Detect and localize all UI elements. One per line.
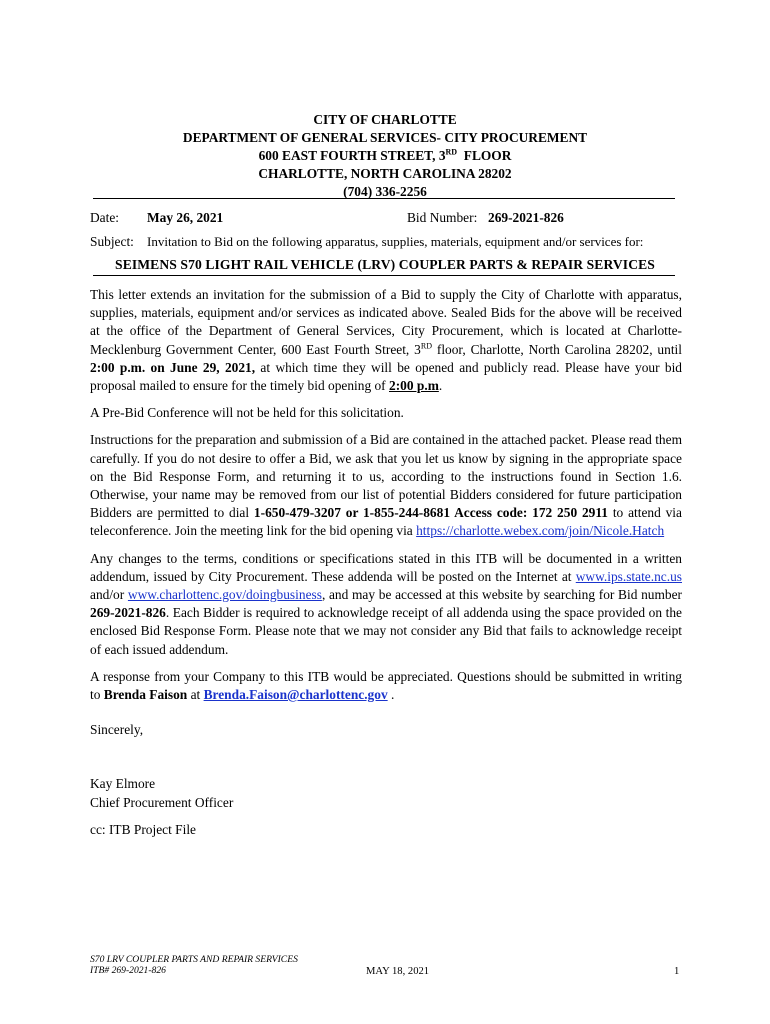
signer-name: Kay Elmore bbox=[90, 776, 156, 792]
paragraph-addenda: Any changes to the terms, conditions or specifications stated in this ITB will be documented in a written addendum, issued by City Procurement. These addenda will be posted on the Internet at www.ips.state.nc.us and/or www.charlottenc.gov/doingbusiness, and may be accessed at this website by searching for Bid number 269-2021-826. Each Bidder is required to acknowledge receipt of all addenda using the space provided on the enclosed Bid Response Form. Please note that we may not consider any Bid that fails to acknowledge receipt of each issued addendum. bbox=[90, 550, 683, 657]
letter-body bbox=[90, 286, 682, 839]
letterhead-city-state: CHARLOTTE, NORTH CAROLINA 28202 bbox=[258, 166, 512, 181]
date-value: May 26, 2021 bbox=[147, 210, 224, 225]
header-divider bbox=[93, 198, 675, 199]
paragraph-pre-bid: A Pre-Bid Conference will not be held for this solicitation. bbox=[90, 405, 404, 421]
footer-date: MAY 18, 2021 bbox=[366, 966, 430, 977]
letterhead-phone: (704) 336-2256 bbox=[343, 184, 427, 199]
bid-number-label: Bid Number: bbox=[407, 210, 478, 225]
paragraph-invitation: This letter extends an invitation for the submission of a Bid to supply the City of Charlotte with apparatus, supplies, materials, equipment and/or services as indicated above. Sealed Bids for the above will be received at the office of the Department of General Services, City Procurement, which is located at Charlotte-Mecklenburg Government Center, 600 East Fourth Street, 3RD floor, Charlotte, North Carolina 28202, until 2:00 p.m. on June 29, 2021, at which time they will be opened and publicly read. Please have your bid proposal mailed to ensure for the timely bid opening of 2:00 p.m. bbox=[90, 287, 683, 394]
letterhead-department: DEPARTMENT OF GENERAL SERVICES- CITY PROCUREMENT bbox=[182, 130, 588, 145]
ips-link[interactable]: www.ips.state.nc.us bbox=[575, 568, 682, 584]
doingbusiness-link[interactable]: www.charlottenc.gov/doingbusiness bbox=[127, 587, 322, 603]
page-number: 1 bbox=[674, 966, 680, 977]
email-link[interactable]: Brenda.Faison@charlottenc.gov bbox=[203, 687, 388, 703]
footer-project-name: S70 LRV COUPLER PARTS AND REPAIR SERVICES bbox=[90, 954, 298, 965]
paragraph-contact: A response from your Company to this ITB would be appreciated. Questions should be submitted in writing to Brenda Faison at Brenda.Faison@charlottenc.gov . bbox=[90, 668, 682, 703]
paragraph-instructions: Instructions for the preparation and submission of a Bid are contained in the attached packet. Please read them carefully. If you do not desire to offer a Bid, we ask that you let us know by signing in the appropriate space on the Bid Response Form, and returning it to us, according to the instructions found in Section 1.6. Otherwise, your name may be removed from our list of potential Bidders considered for future participation Bidders are permitted to dial 1-650-479-3207 or 1-855-244-8681 Access code: 172 250 2911 to attend via teleconference. Join the meeting link for the bid opening via https://charlotte.webex.com/join/Nicole.Hatch bbox=[90, 432, 682, 539]
letterhead-street: 600 EAST FOURTH STREET, 3RD FLOOR bbox=[258, 147, 512, 163]
date-label: Date: bbox=[90, 210, 119, 225]
letterhead bbox=[0, 111, 770, 201]
title-divider bbox=[93, 275, 675, 276]
bid-number-value: 269-2021-826 bbox=[488, 210, 564, 225]
subject-value: Invitation to Bid on the following apparatus, supplies, materials, equipment and/or services for: bbox=[147, 234, 644, 249]
letterhead-city: CITY OF CHARLOTTE bbox=[313, 112, 457, 127]
footer-itb-number: ITB# 269-2021-826 bbox=[90, 965, 166, 976]
webex-link[interactable]: https://charlotte.webex.com/join/Nicole.Hatch bbox=[416, 523, 665, 539]
footer-left bbox=[90, 954, 298, 976]
signer-title: Chief Procurement Officer bbox=[90, 794, 234, 810]
solicitation-title: SEIMENS S70 LIGHT RAIL VEHICLE (LRV) COUPLER PARTS & REPAIR SERVICES bbox=[115, 257, 655, 272]
closing-salutation: Sincerely, bbox=[90, 722, 144, 738]
cc-line: cc: ITB Project File bbox=[90, 821, 196, 837]
subject-label: Subject: bbox=[90, 234, 134, 249]
